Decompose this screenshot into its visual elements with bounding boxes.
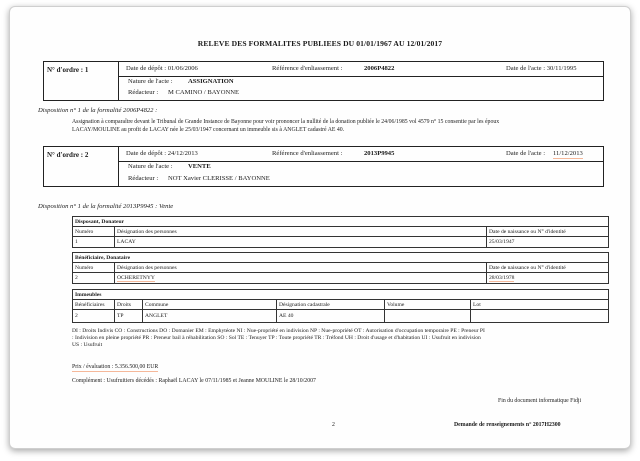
immeubles-header-row [73,300,609,310]
formality-2-disposition-title: Disposition n° 1 de la formalité 2013P9945 : Vente [38,203,174,210]
header-droits: Droits [115,300,143,310]
cell-numero: 1 [73,237,115,247]
formality-1-ref-label: Référence d'enliassement : [272,65,343,72]
header-volume: Volume [385,300,471,310]
formality-1-depot-date: Date de dépôt : 01/06/2006 [126,65,198,72]
formality-1-redacteur-label: Rédacteur : [128,89,159,96]
complement: Complément : Usufruitiers décédés : Raphaël LACAY le 07/11/1985 et Jeanne MOULINE le 28/10/2007 [72,378,316,384]
prix-evaluation: Prix / évaluation : 5.356.500,00 EUR [72,364,159,370]
cell-volume [385,310,471,323]
formality-2-acte-date-label: Date de l'acte : [506,150,546,157]
beneficiaire-birth-date: 28/03/1978 [489,274,515,281]
legend-line-1: DI : Droits Indivis CO : Constructions DO : Domanier EM : Emphytéote NI : Nue-propriété en indivision NP : Nue-propriété OT : Autorisation d'occupation temporaire PE : Preneur PI [72,328,485,334]
table-row [73,237,609,247]
formality-2-depot-date: Date de dépôt : 24/12/2013 [126,150,198,157]
formality-2-nature-value: VENTE [188,163,211,170]
formality-2-nature-label: Nature de l'acte : [128,163,173,170]
formality-1-text-line-2: LACAY/MOULINE au profit de LACAY née le 25/03/1947 concernant un immeuble sis à ANGLET cadastré AE 40. [72,127,345,133]
formality-1-box [43,61,604,101]
table-row [73,273,609,283]
formality-2-ref-value: 2013P9945 [364,150,395,157]
page-title: RELEVE DES FORMALITES PUBLIEES DU 01/01/1967 AU 12/01/2017 [197,39,443,48]
beneficiaire-header-row [73,263,609,273]
legend-line-3: US : Usufruit [72,342,103,349]
formality-2-number: N° d'ordre : 2 [47,151,89,159]
cell-beneficiaires: 2 [73,310,115,323]
rights-legend [72,328,604,350]
formality-2-number-cell [44,147,119,186]
formality-1-ref-value: 2006P4822 [364,65,395,72]
header-designation: Désignation des personnes [115,263,487,273]
header-date-naissance: Date de naissance ou N° d'identité [487,227,609,237]
header-lot: Lot [471,300,609,310]
header-date-naissance: Date de naissance ou N° d'identité [487,263,609,273]
header-numero: Numéro [73,263,115,273]
demande-reference: Demande de renseignements n° 2017H2300 [454,422,561,428]
end-of-document: Fin du document informatique Fidji [498,398,582,404]
cell-droits: TP [115,310,143,323]
beneficiaire-section-title: Bénéficiaire, Donataire [73,253,609,263]
formality-1-nature-label: Nature de l'acte : [128,78,173,85]
formality-1-acte-date: Date de l'acte : 30/11/1995 [506,65,577,72]
formality-1-text-line-1: Assignation à comparaître devant le Tribunal de Grande Instance de Bayonne pour voir prononcer la nullité de la donation publiée le 24/06/1985 vol 4579 n° 15 consentie par les époux [72,119,500,125]
header-beneficiaires: Bénéficiaires [73,300,115,310]
cell-designation: LACAY [115,237,487,247]
table-row [73,310,609,323]
cell-date-naissance: 25/03/1947 [487,237,609,247]
header-designation: Désignation des personnes [115,227,487,237]
beneficiaire-table [72,252,609,284]
cell-date-naissance [487,273,609,283]
cell-commune: ANGLET [143,310,277,323]
beneficiaire-name: OCHERETNYY [117,274,155,281]
formality-2-redacteur-value: NOT Xavier CLERISSE / BAYONNE [168,175,270,182]
disposant-header-row [73,227,609,237]
cell-numero: 2 [73,273,115,283]
formality-2-ref-label: Référence d'enliassement : [272,150,343,157]
header-commune: Commune [143,300,277,310]
formality-1-number: N° d'ordre : 1 [47,66,89,74]
cell-lot [471,310,609,323]
disposant-section-title: Disposant, Donateur [73,217,609,227]
immeubles-section-title: Immeubles [73,290,609,300]
header-numero: Numéro [73,227,115,237]
page-number: 2 [332,422,335,428]
header-designation-cadastrale: Désignation cadastrale [277,300,385,310]
formality-1-redacteur-value: M CAMINO / BAYONNE [168,89,240,96]
disposant-table [72,216,609,248]
disposant-section-row [73,217,609,227]
beneficiaire-section-row [73,253,609,263]
formality-2-acte-date-value: 11/12/2013 [553,150,583,157]
immeubles-section-row [73,290,609,300]
formality-1-nature-value: ASSIGNATION [188,78,234,85]
cell-designation-cadastrale: AE 40 [277,310,385,323]
legend-line-2: : Indivision en pleine propriété PR : Preneur bail à réhabilitation SO : Sol TE : Tenuyer TP : Toute propriété TR : Tréfond UH : Droit d'usage et d'habitation UI : Usufruit en indivision [72,335,481,342]
immeubles-table [72,289,609,323]
formality-1-number-cell [44,62,119,100]
cell-designation [115,273,487,283]
formality-1-disposition-title: Disposition n° 1 de la formalité 2006P4822 : [38,107,158,114]
formality-2-redacteur-label: Rédacteur : [128,175,159,182]
formality-2-box [43,146,604,187]
document-page [9,6,631,449]
